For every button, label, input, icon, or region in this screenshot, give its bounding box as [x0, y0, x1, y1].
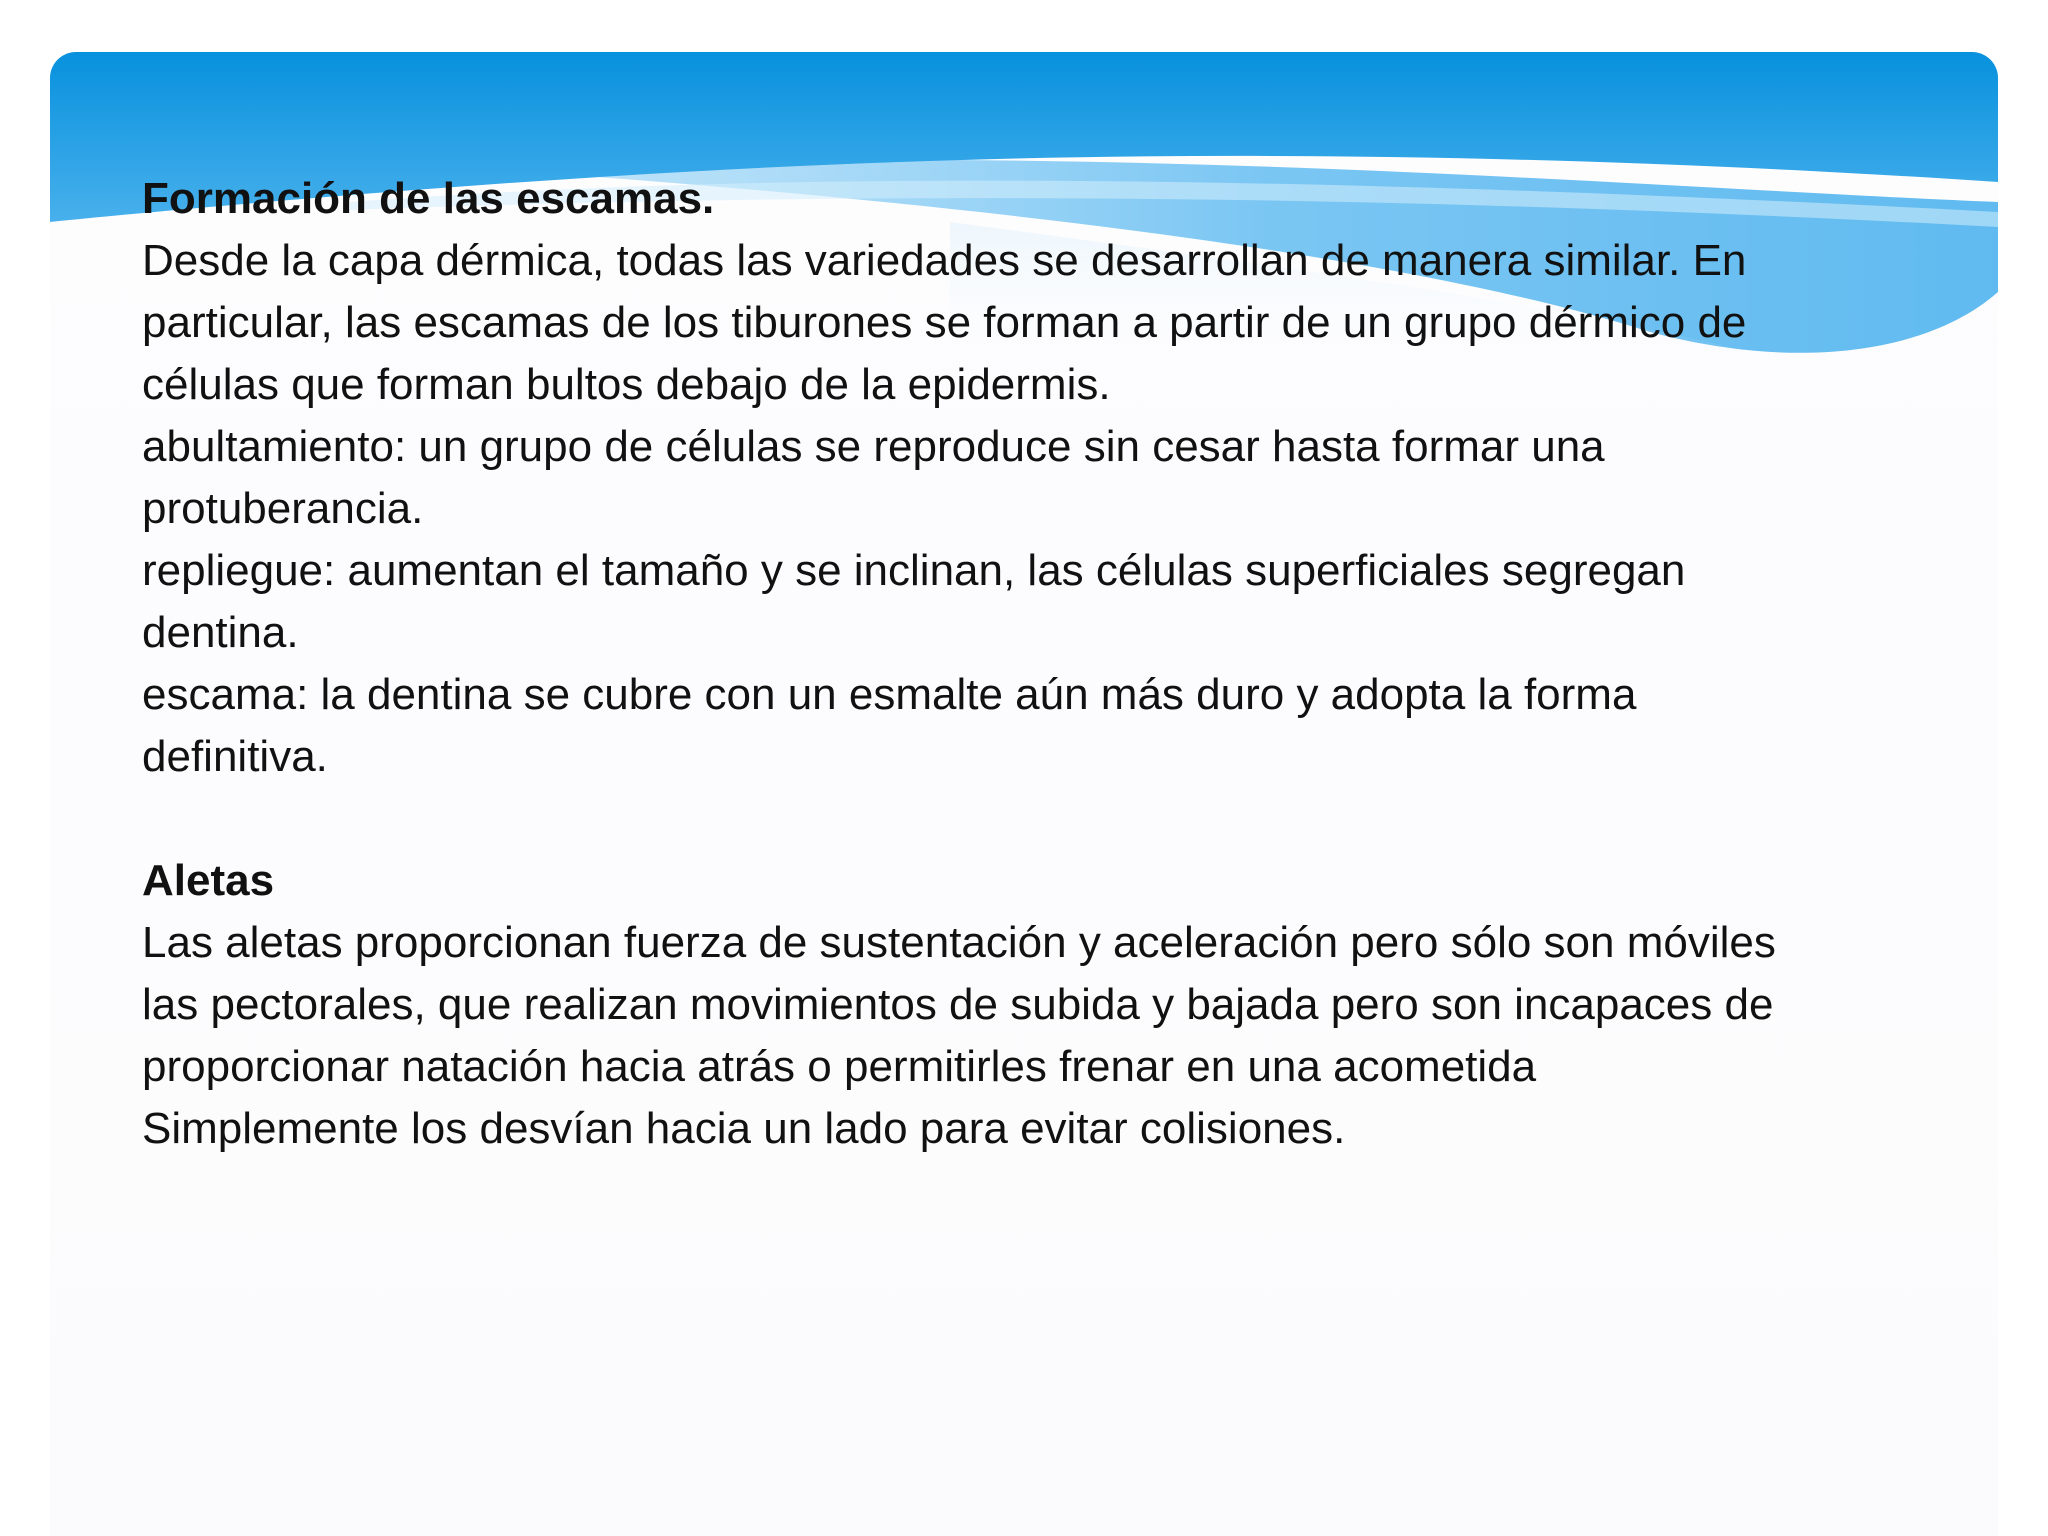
paragraph-line: Simplemente los desvían hacia un lado para evitar colisiones.	[142, 1104, 1346, 1153]
paragraph-line: protuberancia.	[142, 484, 424, 533]
paragraph-spacer	[142, 788, 1942, 850]
paragraph-line: Las aletas proporcionan fuerza de sustentación y aceleración pero sólo son móviles	[142, 918, 1776, 967]
paragraph-line: dentina.	[142, 608, 299, 657]
slide-text-block	[142, 168, 1942, 1160]
paragraph-line: escama: la dentina se cubre con un esmalte aún más duro y adopta la forma	[142, 670, 1637, 719]
paragraph-line: Desde la capa dérmica, todas las variedades se desarrollan de manera similar. En	[142, 236, 1747, 285]
content-panel	[50, 52, 1998, 1536]
paragraph-line: proporcionar natación hacia atrás o permitirles frenar en una acometida	[142, 1042, 1537, 1091]
section-heading-aletas: Aletas	[142, 856, 275, 905]
paragraph-line: células que forman bultos debajo de la epidermis.	[142, 360, 1111, 409]
paragraph-line: las pectorales, que realizan movimientos de subida y bajada pero son incapaces de	[142, 980, 1774, 1029]
paragraph-line: definitiva.	[142, 732, 328, 781]
section-heading-escamas: Formación de las escamas.	[142, 174, 715, 223]
paragraph-line: particular, las escamas de los tiburones se forman a partir de un grupo dérmico de	[142, 298, 1747, 347]
paragraph-line: repliegue: aumentan el tamaño y se inclinan, las células superficiales segregan	[142, 546, 1686, 595]
paragraph-line: abultamiento: un grupo de células se reproduce sin cesar hasta formar una	[142, 422, 1605, 471]
